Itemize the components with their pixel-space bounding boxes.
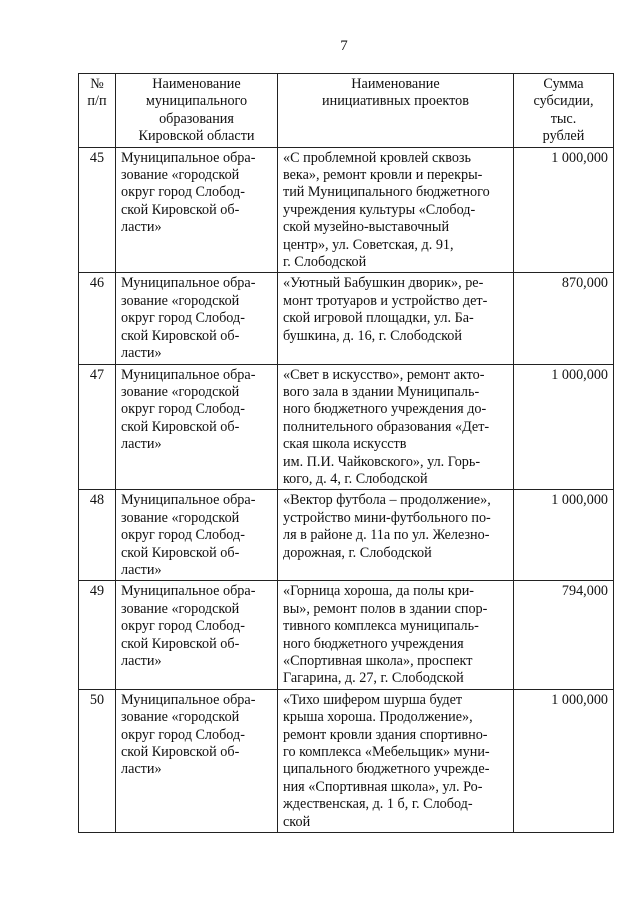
project-line: ская школа искусств bbox=[283, 436, 407, 453]
project-line: «Тихо шифером шурша будет bbox=[283, 691, 463, 708]
municipality-line: ласти» bbox=[121, 345, 162, 362]
municipality-line: ской Кировской об- bbox=[121, 544, 240, 561]
table-body bbox=[79, 147, 614, 832]
project-cell bbox=[278, 147, 514, 273]
project-line: крыша хороша. Продолжение», bbox=[283, 709, 473, 726]
subsidy-sum: 870,000 bbox=[514, 273, 614, 364]
project-line: «Спортивная школа», проспект bbox=[283, 653, 473, 669]
table-row bbox=[79, 273, 614, 364]
project-cell bbox=[278, 689, 514, 832]
project-line: полнительного образования «Дет- bbox=[283, 418, 490, 435]
project-line: ципального бюджетного учрежде- bbox=[283, 761, 490, 778]
project-line: ного бюджетного учреждения bbox=[283, 635, 464, 652]
row-number: 47 bbox=[79, 364, 116, 490]
municipality-line: ласти» bbox=[121, 219, 162, 236]
project-line: вого зала в здании Муниципаль- bbox=[283, 383, 480, 400]
municipality-line: округ город Слобод- bbox=[121, 184, 245, 201]
table-row bbox=[79, 689, 614, 832]
municipality-line: зование «городской bbox=[121, 292, 240, 309]
project-line: века», ремонт кровли и перекры- bbox=[283, 167, 483, 184]
subsidy-sum: 1 000,000 bbox=[514, 490, 614, 581]
municipality-line: ласти» bbox=[121, 761, 162, 778]
municipality-line: зование «городской bbox=[121, 600, 240, 617]
municipality-line: округ город Слобод- bbox=[121, 726, 245, 743]
header-project: Наименование инициативных проектов bbox=[278, 74, 514, 148]
project-line: «Свет в искусство», ремонт акто- bbox=[283, 366, 485, 383]
project-line: ния «Спортивная школа», ул. Ро- bbox=[283, 778, 483, 795]
header-municipality: Наименование муниципального образования Кировской области bbox=[116, 74, 278, 148]
project-line: кого, д. 4, г. Слободской bbox=[283, 470, 428, 487]
municipality-cell bbox=[116, 273, 278, 364]
project-line: вы», ремонт полов в здании спор- bbox=[283, 600, 488, 617]
project-line: тивного комплекса муниципаль- bbox=[283, 618, 479, 635]
project-line: «С проблемной кровлей сквозь bbox=[283, 149, 471, 166]
municipality-line: округ город Слобод- bbox=[121, 401, 245, 418]
table-row bbox=[79, 147, 614, 273]
row-number: 49 bbox=[79, 581, 116, 689]
subsidy-sum: 1 000,000 bbox=[514, 364, 614, 490]
project-line: го комплекса «Мебельщик» муни- bbox=[283, 744, 490, 761]
municipality-line: ской Кировской об- bbox=[121, 201, 240, 218]
table-header-row bbox=[79, 74, 614, 148]
municipality-line: ской Кировской об- bbox=[121, 744, 240, 761]
project-line: тий Муниципального бюджетного bbox=[283, 184, 490, 201]
page-number: 7 bbox=[340, 38, 348, 54]
municipality-cell bbox=[116, 147, 278, 273]
municipality-cell bbox=[116, 689, 278, 832]
municipality-line: Муниципальное обра- bbox=[121, 492, 256, 509]
project-line: центр», ул. Советская, д. 91, bbox=[283, 236, 454, 253]
municipality-line: Муниципальное обра- bbox=[121, 583, 256, 600]
municipality-line: округ город Слобод- bbox=[121, 527, 245, 544]
row-number: 46 bbox=[79, 273, 116, 364]
header-number: № п/п bbox=[79, 74, 116, 148]
project-line: ской bbox=[283, 813, 311, 830]
municipality-line: зование «городской bbox=[121, 509, 240, 526]
municipality-line: Муниципальное обра- bbox=[121, 149, 256, 166]
project-cell bbox=[278, 581, 514, 689]
municipality-line: зование «городской bbox=[121, 709, 240, 726]
project-line: учреждения культуры «Слобод- bbox=[283, 201, 476, 218]
project-line: «Вектор футбола – продолжение», bbox=[283, 492, 491, 509]
municipality-line: Муниципальное обра- bbox=[121, 366, 256, 383]
table-row bbox=[79, 581, 614, 689]
municipality-line: Муниципальное обра- bbox=[121, 691, 256, 708]
municipality-line: ской Кировской об- bbox=[121, 635, 240, 652]
municipality-line: ской Кировской об- bbox=[121, 327, 240, 344]
municipality-line: зование «городской bbox=[121, 383, 240, 400]
municipality-cell bbox=[116, 364, 278, 490]
project-line: «Горница хороша, да полы кри- bbox=[283, 583, 475, 600]
project-line: Гагарина, д. 27, г. Слободской bbox=[283, 670, 464, 687]
municipality-line: ласти» bbox=[121, 653, 162, 669]
row-number: 50 bbox=[79, 689, 116, 832]
project-line: ремонт кровли здания спортивно- bbox=[283, 726, 488, 743]
municipality-line: ласти» bbox=[121, 561, 162, 578]
municipality-cell bbox=[116, 581, 278, 689]
table-row bbox=[79, 490, 614, 581]
subsidy-sum: 1 000,000 bbox=[514, 147, 614, 273]
header-sum: Сумма субсидии, тыс. рублей bbox=[514, 74, 614, 148]
project-cell bbox=[278, 273, 514, 364]
project-line: им. П.И. Чайковского», ул. Горь- bbox=[283, 453, 481, 470]
project-line: «Уютный Бабушкин дворик», ре- bbox=[283, 275, 484, 292]
project-cell bbox=[278, 364, 514, 490]
municipality-line: округ город Слобод- bbox=[121, 310, 245, 327]
project-line: монт тротуаров и устройство дет- bbox=[283, 292, 488, 309]
row-number: 48 bbox=[79, 490, 116, 581]
project-line: ждественская, д. 1 б, г. Слобод- bbox=[283, 796, 473, 813]
project-line: ской игровой площадки, ул. Ба- bbox=[283, 310, 474, 327]
project-line: ской музейно-выставочный bbox=[283, 219, 450, 236]
row-number: 45 bbox=[79, 147, 116, 273]
project-line: ного бюджетного учреждения до- bbox=[283, 401, 487, 418]
project-line: г. Слободской bbox=[283, 254, 367, 271]
project-line: бушкина, д. 16, г. Слободской bbox=[283, 327, 462, 344]
project-line: устройство мини-футбольного по- bbox=[283, 509, 491, 526]
municipality-line: ласти» bbox=[121, 436, 162, 453]
subsidy-table bbox=[78, 73, 614, 833]
table-row bbox=[79, 364, 614, 490]
subsidy-sum: 1 000,000 bbox=[514, 689, 614, 832]
municipality-line: округ город Слобод- bbox=[121, 618, 245, 635]
project-cell bbox=[278, 490, 514, 581]
project-line: ля в районе д. 11а по ул. Железно- bbox=[283, 527, 490, 544]
project-line: дорожная, г. Слободской bbox=[283, 544, 432, 561]
subsidy-sum: 794,000 bbox=[514, 581, 614, 689]
municipality-line: зование «городской bbox=[121, 167, 240, 184]
municipality-line: Муниципальное обра- bbox=[121, 275, 256, 292]
municipality-line: ской Кировской об- bbox=[121, 418, 240, 435]
municipality-cell bbox=[116, 490, 278, 581]
